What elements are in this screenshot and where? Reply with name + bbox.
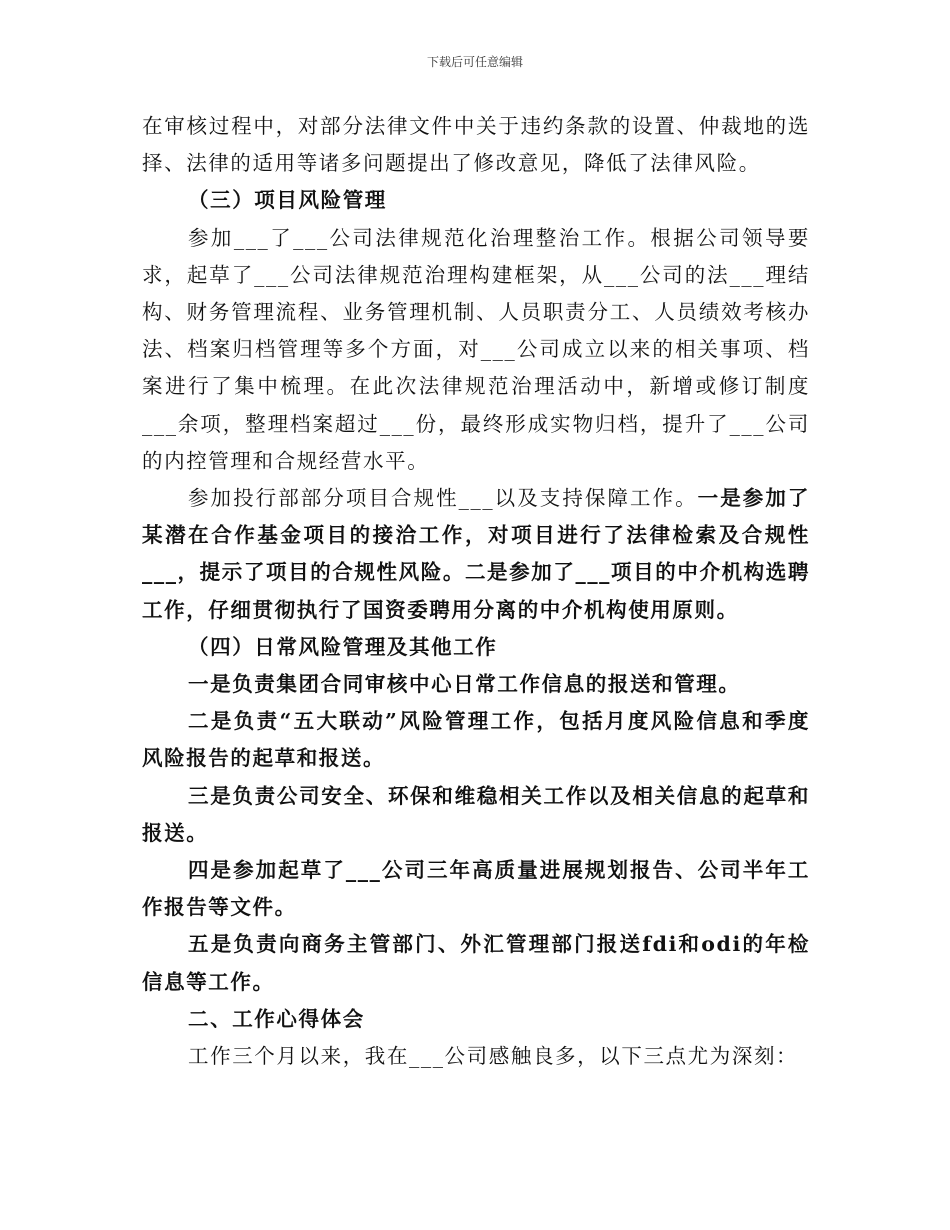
list-item-1 <box>142 666 810 703</box>
heading-text: （四）日常风险管理及其他工作 <box>188 634 498 659</box>
paragraph-contract-review <box>142 108 810 182</box>
list-item-text: 五是负责向商务主管部门、外汇管理部门报送fdi和odi的年检信息等工作。 <box>142 932 810 994</box>
paragraph-text: 参加投行部部分项目合规性___以及支持保障工作。 <box>188 486 698 511</box>
paragraph-experience-intro <box>142 1038 810 1075</box>
document-body <box>142 108 810 1075</box>
paragraph-text: 工作三个月以来，我在___公司感触良多，以下三点尤为深刻： <box>188 1044 799 1069</box>
paragraph-legal-governance <box>142 220 810 480</box>
paragraph-text-bold: 一是参加了某潜在合作基金项目的接洽工作，对项目进行了法律检索及合规性___，提示了项目的合规性风险。二是参加了___项目的中介机构选聘工作，仔细贯彻执行了国资委聘用分离的中介机构使用原则。 <box>142 486 810 622</box>
heading-text: 二、工作心得体会 <box>188 1006 365 1031</box>
page-header: 下载后可任意编辑 <box>426 55 523 69</box>
heading-text: （三）项目风险管理 <box>188 188 387 213</box>
section-heading-experience <box>142 1001 810 1038</box>
paragraph-investment-compliance <box>142 480 810 629</box>
paragraph-text: 在审核过程中，对部分法律文件中关于违约条款的设置、仲裁地的选择、法律的适用等诸多问题提出了修改意见，降低了法律风险。 <box>142 114 810 176</box>
section-heading-project-risk <box>142 182 810 219</box>
section-heading-daily-risk <box>142 629 810 666</box>
list-item-3 <box>142 778 810 852</box>
list-item-text: 四是参加起草了___公司三年高质量进展规划报告、公司半年工作报告等文件。 <box>142 858 810 920</box>
list-item-4 <box>142 852 810 926</box>
list-item-text: 三是负责公司安全、环保和维稳相关工作以及相关信息的起草和报送。 <box>142 783 810 845</box>
paragraph-text: 参加___了___公司法律规范化治理整治工作。根据公司领导要求，起草了___公司法律规范治理构建框架，从___公司的法___理结构、财务管理流程、业务管理机制、人员职责分工、人员绩效考核办法、档案归档管理等多个方面，对___公司成立以来的相关事项、档案进行了集中梳理。在此次法律规范治理活动中，新增或修订制度___余项，整理档案超过___份，最终形成实物归档，提升了___公司的内控管理和合规经营水平。 <box>142 225 810 473</box>
list-item-2 <box>142 703 810 777</box>
list-item-5 <box>142 926 810 1000</box>
list-item-text: 二是负责“五大联动”风险管理工作，包括月度风险信息和季度风险报告的起草和报送。 <box>142 709 810 771</box>
list-item-text: 一是负责集团合同审核中心日常工作信息的报送和管理。 <box>188 672 741 697</box>
